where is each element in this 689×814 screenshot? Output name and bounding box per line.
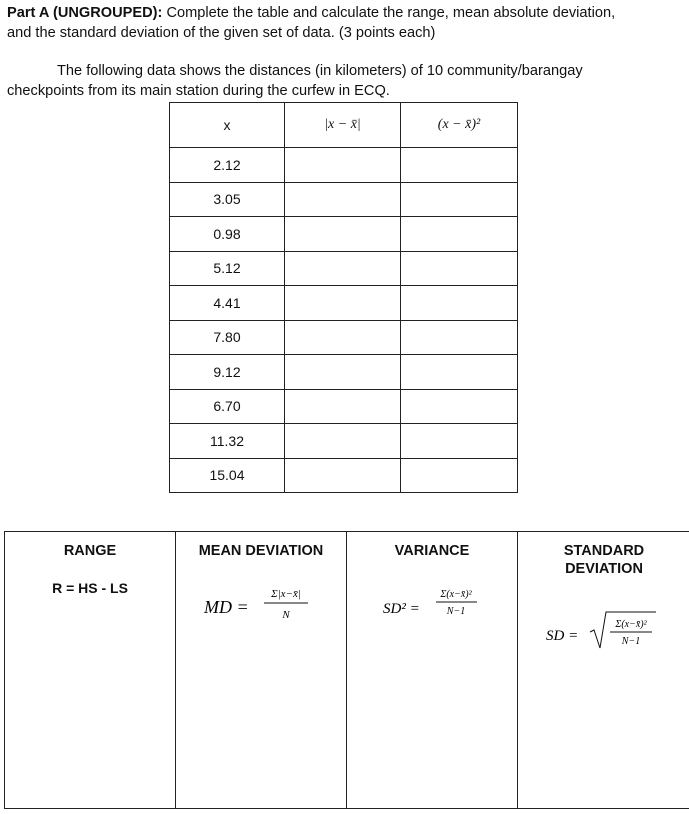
header-x: x	[170, 103, 285, 148]
table-row	[170, 355, 518, 390]
description-line-2: checkpoints from its main station during the curfew in ECQ.	[7, 83, 390, 99]
range-header: RANGE	[63, 543, 117, 559]
absolute-deviation-cell[interactable]	[285, 424, 401, 459]
header-squared-deviation: (x − x̄)²	[401, 103, 518, 148]
absolute-deviation-cell[interactable]	[285, 148, 401, 183]
mean-deviation-header: MEAN DEVIATION	[198, 543, 324, 559]
absolute-deviation-cell[interactable]	[285, 217, 401, 252]
instruction-text: Complete the table and calculate the range, mean absolute deviation,	[166, 5, 616, 21]
sd-header-line-1: STANDARD	[563, 543, 645, 559]
sd-numerator: Σ(x−x̄)²	[615, 619, 647, 630]
x-value-cell: 6.70	[170, 389, 285, 424]
var-denominator: N−1	[446, 606, 466, 617]
table-row	[170, 251, 518, 286]
absolute-deviation-cell[interactable]	[285, 286, 401, 321]
part-label: Part A (UNGROUPED):	[7, 5, 163, 21]
standard-deviation-formula	[518, 590, 689, 660]
table-row	[170, 424, 518, 459]
table-row	[170, 182, 518, 217]
range-cell	[5, 532, 176, 809]
sd-lhs: SD =	[546, 628, 579, 644]
table-row	[170, 320, 518, 355]
squared-deviation-cell[interactable]	[401, 182, 518, 217]
absolute-deviation-cell[interactable]	[285, 182, 401, 217]
var-lhs: SD² =	[383, 601, 420, 617]
squared-deviation-cell[interactable]	[401, 424, 518, 459]
variance-header: VARIANCE	[394, 543, 470, 559]
x-value-cell: 5.12	[170, 251, 285, 286]
x-value-cell: 15.04	[170, 458, 285, 493]
formula-table	[4, 531, 689, 809]
mean-deviation-formula	[176, 570, 346, 630]
sd-header-line-2: DEVIATION	[565, 561, 643, 577]
description-line-1: The following data shows the distances (in kilometers) of 10 community/barangay	[57, 63, 583, 79]
data-table	[169, 102, 518, 493]
table-row	[170, 286, 518, 321]
absolute-deviation-cell[interactable]	[285, 320, 401, 355]
standard-deviation-cell	[518, 532, 689, 809]
squared-deviation-cell[interactable]	[401, 286, 518, 321]
absolute-deviation-cell[interactable]	[285, 458, 401, 493]
table-row	[170, 389, 518, 424]
squared-deviation-cell[interactable]	[401, 458, 518, 493]
squared-deviation-cell[interactable]	[401, 148, 518, 183]
md-numerator: Σ|x−x̄|	[271, 588, 301, 600]
squared-deviation-cell[interactable]	[401, 389, 518, 424]
x-value-cell: 0.98	[170, 217, 285, 252]
x-value-cell: 11.32	[170, 424, 285, 459]
x-value-cell: 4.41	[170, 286, 285, 321]
mean-deviation-cell	[176, 532, 347, 809]
variance-cell	[347, 532, 518, 809]
instruction-line-2: and the standard deviation of the given set of data. (3 points each)	[7, 25, 436, 41]
instruction-line-1	[7, 4, 615, 22]
absolute-deviation-cell[interactable]	[285, 355, 401, 390]
squared-deviation-cell[interactable]	[401, 320, 518, 355]
table-row	[170, 458, 518, 493]
sd-denominator: N−1	[621, 636, 641, 647]
x-value-cell: 3.05	[170, 182, 285, 217]
squared-deviation-cell[interactable]	[401, 217, 518, 252]
x-value-cell: 9.12	[170, 355, 285, 390]
var-numerator: Σ(x−x̄)²	[440, 589, 472, 600]
range-formula: R = HS - LS	[52, 580, 128, 596]
standard-deviation-header	[518, 542, 689, 578]
table-row	[170, 148, 518, 183]
variance-formula	[347, 570, 517, 630]
md-denominator: N	[282, 609, 290, 621]
md-lhs: MD =	[204, 597, 249, 617]
x-value-cell: 2.12	[170, 148, 285, 183]
absolute-deviation-cell[interactable]	[285, 389, 401, 424]
x-value-cell: 7.80	[170, 320, 285, 355]
absolute-deviation-cell[interactable]	[285, 251, 401, 286]
squared-deviation-cell[interactable]	[401, 251, 518, 286]
header-absolute-deviation: |x − x̄|	[285, 103, 401, 148]
squared-deviation-cell[interactable]	[401, 355, 518, 390]
table-row	[170, 217, 518, 252]
